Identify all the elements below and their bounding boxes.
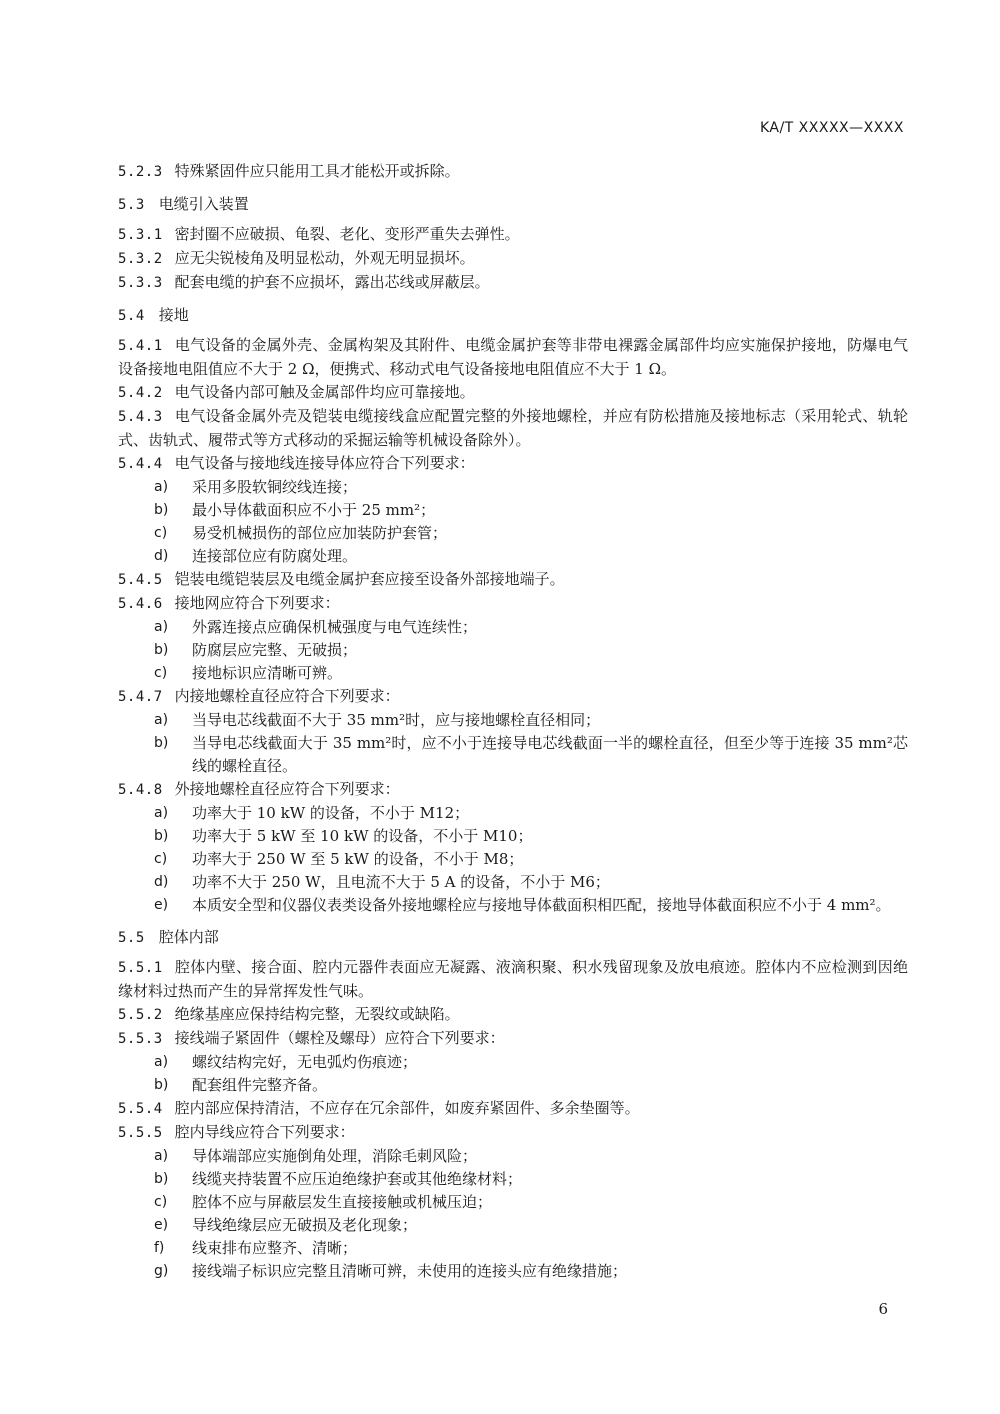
- list-item-text: 导线绝缘层应无破损及老化现象；: [192, 1216, 418, 1234]
- list-item-label: b): [154, 735, 169, 751]
- list-item-label: c): [154, 1194, 168, 1210]
- section-number: 5.4: [118, 308, 145, 324]
- clause-text: 腔内部应保持清洁，不应存在冗余部件，如废弃紧固件、多余垫圈等。: [174, 1099, 640, 1117]
- section-number: 5.5: [118, 930, 145, 946]
- list-item-label: c): [154, 665, 168, 681]
- clause-text: 外接地螺栓直径应符合下列要求：: [174, 780, 400, 798]
- page-number: 6: [878, 1300, 888, 1318]
- list-item-label: a): [154, 1054, 169, 1070]
- list-item-label: a): [154, 712, 169, 728]
- clause-number: 5.5.3: [118, 1031, 163, 1047]
- requirement-list: [118, 1051, 908, 1097]
- clause-text: 腔体内壁、接合面、腔内元器件表面应无凝露、液滴积聚、积水残留现象及放电痕迹。腔体内不应检测到因绝缘材料过热而产生的异常挥发性气味。: [118, 958, 908, 1000]
- list-item-text: 当导电芯线截面不大于 35 mm²时，应与接地螺栓直径相同；: [192, 711, 601, 729]
- list-item-text: 功率大于 5 kW 至 10 kW 的设备，不小于 M10；: [192, 827, 533, 845]
- clause-number: 5.3.3: [118, 275, 163, 291]
- list-item-text: 当导电芯线截面大于 35 mm²时，应不小于连接导电芯线截面一半的螺栓直径，但至少等于连接 35 mm²芯线的螺栓直径。: [192, 734, 908, 775]
- clause: [118, 334, 908, 381]
- list-item-text: 线缆夹持装置不应压迫绝缘护套或其他绝缘材料；: [192, 1170, 523, 1188]
- clause-number: 5.4.2: [118, 385, 163, 401]
- list-item-label: c): [154, 525, 168, 541]
- clause: [118, 568, 908, 592]
- list-item: [118, 545, 908, 568]
- list-item: [118, 1214, 908, 1237]
- list-item-text: 采用多股软铜绞线连接；: [192, 478, 358, 496]
- clause: [118, 452, 908, 476]
- list-item-label: a): [154, 805, 169, 821]
- clause-text: 腔内导线应符合下列要求：: [174, 1123, 355, 1141]
- list-item: [118, 476, 908, 499]
- clause: [118, 778, 908, 802]
- clause: [118, 271, 908, 295]
- section-heading: [118, 304, 908, 328]
- clause-text: 应无尖锐棱角及明显松动，外观无明显损坏。: [174, 249, 475, 267]
- list-item: [118, 802, 908, 825]
- clause-number: 5.4.8: [118, 782, 163, 798]
- clause-text: 铠装电缆铠装层及电缆金属护套应接至设备外部接地端子。: [174, 570, 565, 588]
- clause-number: 5.5.2: [118, 1007, 163, 1023]
- list-item-text: 配套组件完整齐备。: [192, 1076, 328, 1094]
- list-item: [118, 1051, 908, 1074]
- clause-number: 5.4.6: [118, 596, 163, 612]
- section-heading: [118, 926, 908, 950]
- clause-number: 5.3.1: [118, 227, 163, 243]
- list-item-label: a): [154, 479, 169, 495]
- list-item: [118, 1145, 908, 1168]
- clause-number: 5.4.3: [118, 409, 163, 425]
- section-title: 接地: [158, 306, 189, 324]
- list-item-text: 易受机械损伤的部位应加装防护套管；: [192, 524, 448, 542]
- list-item: [118, 825, 908, 848]
- list-item-label: c): [154, 851, 168, 867]
- list-item: [118, 871, 908, 894]
- requirement-list: [118, 476, 908, 568]
- clause-number: 5.4.1: [118, 338, 163, 354]
- list-item-label: d): [154, 548, 169, 564]
- list-item-text: 接线端子标识应完整且清晰可辨，未使用的连接头应有绝缘措施；: [192, 1262, 628, 1280]
- list-item-text: 功率不大于 250 W，且电流不大于 5 A 的设备，不小于 M6；: [192, 873, 610, 891]
- list-item: [118, 709, 908, 732]
- list-item-text: 线束排布应整齐、清晰；: [192, 1239, 358, 1257]
- clause-text: 电气设备与接地线连接导体应符合下列要求：: [174, 454, 475, 472]
- list-item: [118, 1260, 908, 1283]
- list-item-text: 外露连接点应确保机械强度与电气连续性；: [192, 618, 478, 636]
- list-item: [118, 499, 908, 522]
- clause-text: 接地网应符合下列要求：: [174, 594, 340, 612]
- requirement-list: [118, 802, 908, 917]
- clause-number: 5.4.4: [118, 456, 163, 472]
- clause-number: 5.5.5: [118, 1125, 163, 1141]
- list-item-text: 导体端部应实施倒角处理，消除毛刺风险；: [192, 1147, 478, 1165]
- list-item: [118, 1074, 908, 1097]
- clause: [118, 223, 908, 247]
- list-item: [118, 732, 908, 778]
- clause-text: 接线端子紧固件（螺栓及螺母）应符合下列要求：: [174, 1029, 505, 1047]
- clause: [118, 247, 908, 271]
- clause: [118, 592, 908, 616]
- clause: [118, 685, 908, 709]
- list-item-text: 功率大于 250 W 至 5 kW 的设备，不小于 M8；: [192, 850, 524, 868]
- list-item: [118, 1191, 908, 1214]
- clause: [118, 1027, 908, 1051]
- list-item-label: e): [154, 897, 169, 913]
- clause: [118, 956, 908, 1003]
- section-title: 电缆引入装置: [158, 195, 249, 213]
- clause-text: 电气设备金属外壳及铠装电缆接线盒应配置完整的外接地螺栓，并应有防松措施及接地标志（采用轮式、轨轮式、齿轨式、履带式等方式移动的采掘运输等机械设备除外）。: [118, 407, 908, 449]
- clause-number: 5.5.4: [118, 1101, 163, 1117]
- list-item-label: b): [154, 1171, 169, 1187]
- section-title: 腔体内部: [158, 928, 219, 946]
- list-item: [118, 639, 908, 662]
- list-item-label: b): [154, 1077, 169, 1093]
- clause: [118, 1003, 908, 1027]
- list-item-label: b): [154, 502, 169, 518]
- clause-text: 特殊紧固件应只能用工具才能松开或拆除。: [174, 162, 460, 180]
- section-number: 5.3: [118, 197, 145, 213]
- clause-text: 密封圈不应破损、龟裂、老化、变形严重失去弹性。: [174, 225, 520, 243]
- clause-text: 电气设备的金属外壳、金属构架及其附件、电缆金属护套等非带电裸露金属部件均应实施保护接地，防爆电气设备接地电阻值应不大于 2 Ω，便携式、移动式电气设备接地电阻值应不大于 1 Ω。: [118, 336, 908, 378]
- section-heading: [118, 193, 908, 217]
- list-item: [118, 848, 908, 871]
- requirement-list: [118, 616, 908, 685]
- requirement-list: [118, 1145, 908, 1283]
- list-item-text: 螺纹结构完好，无电弧灼伤痕迹；: [192, 1053, 418, 1071]
- list-item-label: g): [154, 1263, 169, 1279]
- clause: [118, 160, 908, 184]
- clause-number: 5.5.1: [118, 960, 163, 976]
- list-item-label: d): [154, 874, 169, 890]
- list-item: [118, 662, 908, 685]
- list-item-label: a): [154, 619, 169, 635]
- list-item: [118, 522, 908, 545]
- clause-text: 电气设备内部可触及金属部件均应可靠接地。: [174, 383, 475, 401]
- document-body: [118, 160, 908, 1283]
- list-item-label: a): [154, 1148, 169, 1164]
- clause-text: 内接地螺栓直径应符合下列要求：: [174, 687, 400, 705]
- list-item-label: e): [154, 1217, 169, 1233]
- clause-number: 5.4.5: [118, 572, 163, 588]
- clause-text: 配套电缆的护套不应损坏，露出芯线或屏蔽层。: [174, 273, 490, 291]
- list-item-text: 防腐层应完整、无破损；: [192, 641, 358, 659]
- clause-number: 5.4.7: [118, 689, 163, 705]
- requirement-list: [118, 709, 908, 778]
- list-item-text: 腔体不应与屏蔽层发生直接接触或机械压迫；: [192, 1193, 493, 1211]
- list-item-label: f): [154, 1240, 165, 1256]
- list-item-text: 接地标识应清晰可辨。: [192, 664, 343, 682]
- clause: [118, 1121, 908, 1145]
- clause: [118, 405, 908, 452]
- list-item: [118, 894, 908, 917]
- list-item-label: b): [154, 642, 169, 658]
- clause: [118, 381, 908, 405]
- list-item-text: 功率大于 10 kW 的设备，不小于 M12；: [192, 804, 470, 822]
- clause-number: 5.2.3: [118, 164, 163, 180]
- list-item-text: 连接部位应有防腐处理。: [192, 547, 358, 565]
- list-item-label: b): [154, 828, 169, 844]
- clause-text: 绝缘基座应保持结构完整，无裂纹或缺陷。: [174, 1005, 460, 1023]
- list-item: [118, 1168, 908, 1191]
- clause: [118, 1097, 908, 1121]
- document-code: KA/T XXXXX—XXXX: [759, 120, 904, 136]
- list-item-text: 最小导体截面积应不小于 25 mm²；: [192, 501, 436, 519]
- list-item: [118, 1237, 908, 1260]
- list-item-text: 本质安全型和仪器仪表类设备外接地螺栓应与接地导体截面积相匹配，接地导体截面积应不小于 4 mm²。: [192, 896, 891, 914]
- list-item: [118, 616, 908, 639]
- clause-number: 5.3.2: [118, 251, 163, 267]
